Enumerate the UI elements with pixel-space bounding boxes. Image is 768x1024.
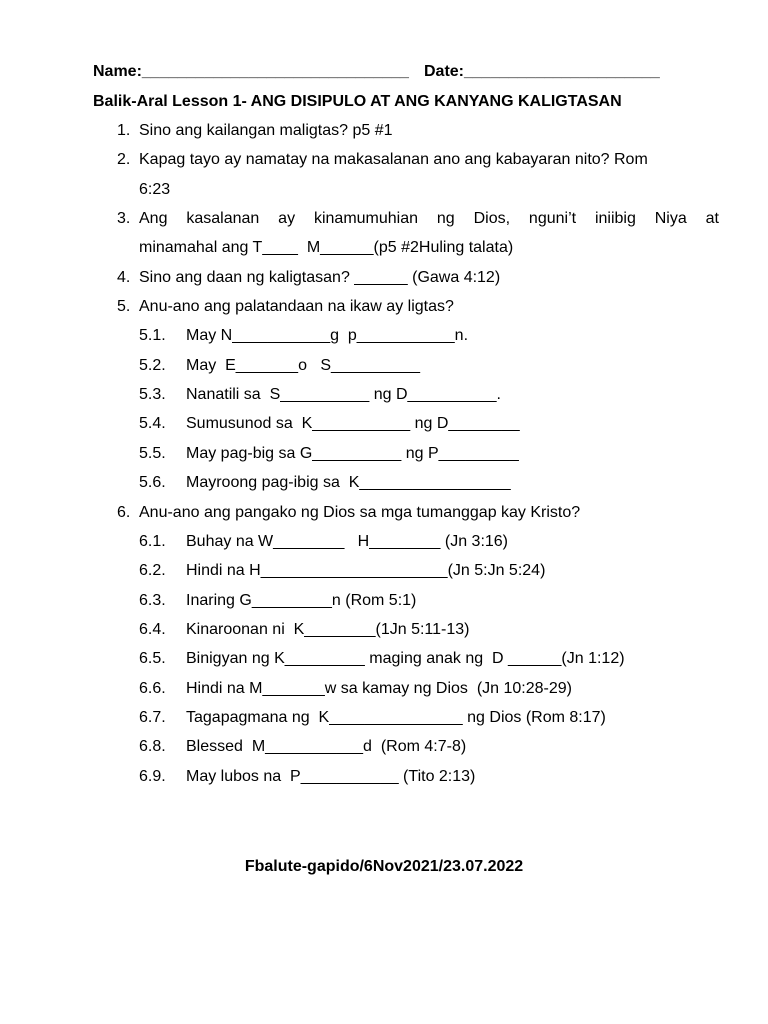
- question-number: 4.: [117, 269, 131, 286]
- question-text: Ang kasalanan ay kinamumuhian ng Dios, nguni’t iniibig Niya at: [139, 210, 719, 227]
- document-footer: Fbalute-gapido/6Nov2021/23.07.2022: [244, 858, 524, 875]
- sub-item-text: May lubos na P___________ (Tito 2:13): [186, 768, 476, 785]
- question-text-continued: minamahal ang T____ M______(p5 #2Huling talata): [139, 239, 514, 256]
- sub-item-text: Tagapagmana ng K_______________ ng Dios (Rom 8:17): [186, 709, 606, 726]
- sub-item-text: Inaring G_________n (Rom 5:1): [186, 592, 417, 609]
- sub-item-number: 5.5.: [139, 445, 166, 462]
- sub-item-text: Blessed M___________d (Rom 4:7-8): [186, 738, 467, 755]
- sub-item-text: Nanatili sa S__________ ng D__________.: [186, 386, 501, 403]
- question-text-continued: 6:23: [139, 181, 171, 198]
- sub-item-number: 6.1.: [139, 533, 166, 550]
- question-text: Sino ang daan ng kaligtasan? ______ (Gawa 4:12): [139, 269, 501, 286]
- question-number: 1.: [117, 122, 131, 139]
- name-field-label: Name:______________________________: [93, 63, 409, 80]
- date-field-label: Date:______________________: [424, 63, 660, 80]
- sub-item-text: Kinaroonan ni K________(1Jn 5:11-13): [186, 621, 470, 638]
- question-number: 3.: [117, 210, 131, 227]
- sub-item-number: 5.6.: [139, 474, 166, 491]
- sub-item-number: 6.3.: [139, 592, 166, 609]
- question-text: Kapag tayo ay namatay na makasalanan ano ang kabayaran nito? Rom: [139, 151, 648, 168]
- sub-item-number: 5.3.: [139, 386, 166, 403]
- sub-item-number: 6.6.: [139, 680, 166, 697]
- sub-item-number: 5.2.: [139, 357, 166, 374]
- question-number: 2.: [117, 151, 131, 168]
- question-text: Anu-ano ang palatandaan na ikaw ay ligtas?: [139, 298, 454, 315]
- worksheet-title: Balik-Aral Lesson 1- ANG DISIPULO AT ANG KANYANG KALIGTASAN: [93, 93, 622, 110]
- sub-item-number: 6.4.: [139, 621, 166, 638]
- question-text: Anu-ano ang pangako ng Dios sa mga tumanggap kay Kristo?: [139, 504, 581, 521]
- sub-item-text: Hindi na H_____________________(Jn 5:Jn 5:24): [186, 562, 546, 579]
- sub-item-number: 6.5.: [139, 650, 166, 667]
- sub-item-text: Buhay na W________ H________ (Jn 3:16): [186, 533, 509, 550]
- sub-item-number: 6.8.: [139, 738, 166, 755]
- sub-item-number: 6.7.: [139, 709, 166, 726]
- sub-item-text: May N___________g p___________n.: [186, 327, 469, 344]
- sub-item-text: Binigyan ng K_________ maging anak ng D ______(Jn 1:12): [186, 650, 625, 667]
- question-text: Sino ang kailangan maligtas? p5 #1: [139, 122, 393, 139]
- sub-item-text: Sumusunod sa K___________ ng D________: [186, 415, 520, 432]
- sub-item-text: Hindi na M_______w sa kamay ng Dios (Jn 10:28-29): [186, 680, 572, 697]
- sub-item-number: 6.2.: [139, 562, 166, 579]
- sub-item-text: May pag-big sa G__________ ng P_________: [186, 445, 519, 462]
- sub-item-text: May E_______o S__________: [186, 357, 420, 374]
- question-number: 5.: [117, 298, 131, 315]
- sub-item-text: Mayroong pag-ibig sa K_________________: [186, 474, 511, 491]
- sub-item-number: 5.4.: [139, 415, 166, 432]
- sub-item-number: 6.9.: [139, 768, 166, 785]
- question-number: 6.: [117, 504, 131, 521]
- sub-item-number: 5.1.: [139, 327, 166, 344]
